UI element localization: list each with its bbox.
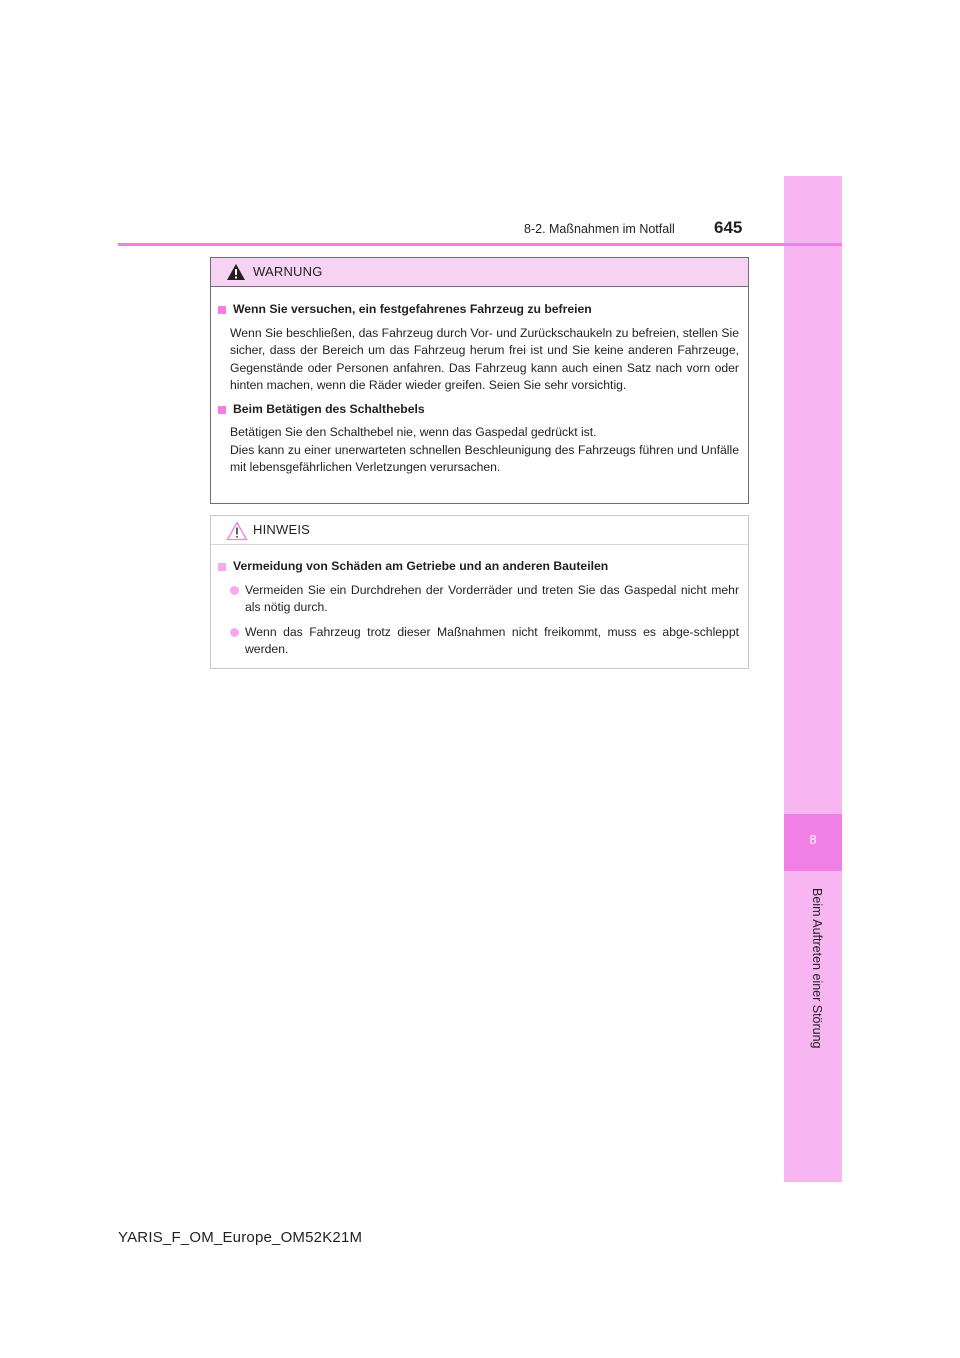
notice-title: HINWEIS xyxy=(253,522,311,537)
warning-heading-text: Wenn Sie versuchen, ein festgefahrenes Fahrzeug zu befreien xyxy=(233,302,592,316)
section-title: 8-2. Maßnahmen im Notfall xyxy=(524,222,675,236)
notice-heading-text: Vermeidung von Schäden am Getriebe und an anderen Bauteilen xyxy=(233,559,609,573)
warning-item-heading xyxy=(218,301,739,319)
list-item xyxy=(230,582,739,617)
warning-heading-text: Beim Betätigen des Schalthebels xyxy=(233,401,425,416)
warning-triangle-icon xyxy=(226,263,246,281)
warning-title: WARNUNG xyxy=(253,264,323,279)
list-item-text: Wenn das Fahrzeug trotz dieser Maßnahmen nicht freikommt, muss es abge-schleppt werden. xyxy=(245,624,739,656)
notice-item-heading xyxy=(218,558,739,576)
chapter-title: Beim Auftreten einer Störung xyxy=(810,888,824,1049)
document-id: YARIS_F_OM_Europe_OM52K21M xyxy=(118,1229,363,1246)
caution-triangle-icon xyxy=(226,521,248,541)
warning-box xyxy=(210,257,749,504)
circle-bullet-icon xyxy=(230,586,239,595)
warning-paragraph: Wenn Sie beschließen, das Fahrzeug durch Vor- und Zurückschaukeln zu befreien, stellen Sie sicher, dass der Bereich um das Fahrzeug herum frei ist und Sie keine anderen Fahrzeuge, Gegenstände oder Personen anfahren. Das Fahrzeug kann auch einen Satz nach vorn oder hinten machen, wenn die Räder wieder greifen. Seien Sie sehr vorsichtig. xyxy=(230,325,739,392)
warning-item-heading xyxy=(218,401,739,419)
page-number: 645 xyxy=(714,218,743,237)
square-bullet-icon xyxy=(218,563,226,571)
chapter-side-tab xyxy=(784,176,842,1182)
notice-header xyxy=(211,516,748,545)
list-item-text: Vermeiden Sie ein Durchdrehen der Vorderräder und treten Sie das Gaspedal nicht mehr als nötig durch. xyxy=(245,582,739,614)
chapter-number: 8 xyxy=(809,832,817,847)
warning-header xyxy=(211,258,748,287)
square-bullet-icon xyxy=(218,406,226,414)
list-item xyxy=(230,624,739,659)
notice-content xyxy=(211,545,748,659)
header-divider xyxy=(118,243,842,246)
warning-paragraph: Dies kann zu einer unerwarteten schnellen Beschleunigung des Fahrzeugs führen und Unfälle mit lebensgefährlichen Verletzungen verursachen. xyxy=(230,442,739,474)
circle-bullet-icon xyxy=(230,628,239,637)
square-bullet-icon xyxy=(218,306,226,314)
warning-content xyxy=(211,287,748,477)
notice-box xyxy=(210,515,749,669)
warning-paragraph: Betätigen Sie den Schalthebel nie, wenn das Gaspedal gedrückt ist. xyxy=(230,425,597,439)
